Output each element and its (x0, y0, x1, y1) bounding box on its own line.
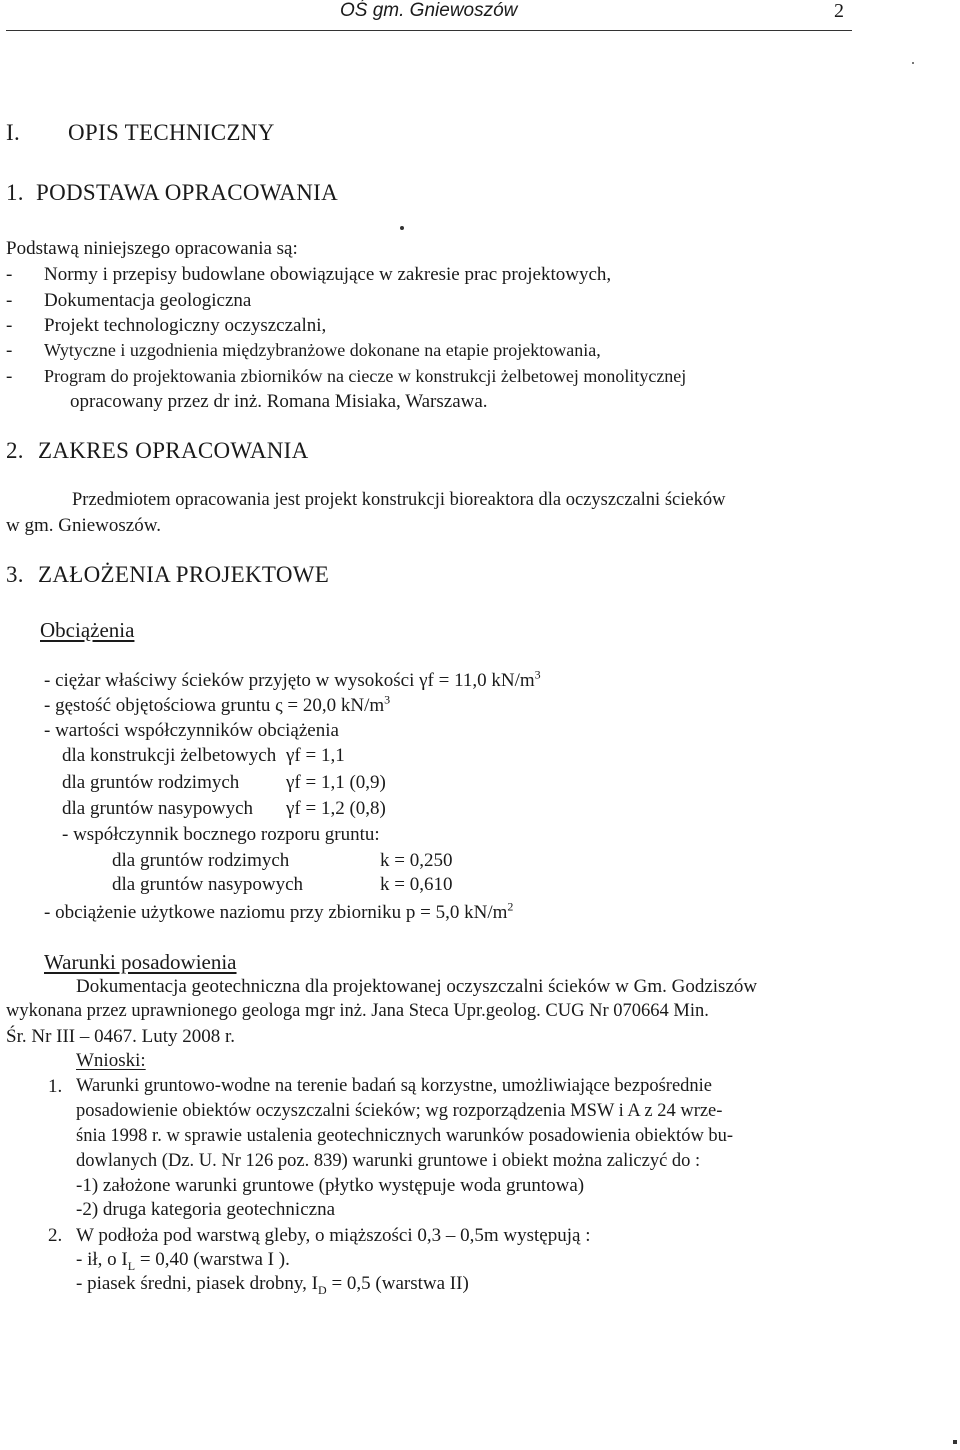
conclusion-line: W podłoża pod warstwą gleby, o miąższości 0,3 – 0,5m występują : (76, 1225, 591, 1246)
section-i-title: OPIS TECHNICZNY (68, 120, 275, 145)
pressure-coeff-label: dla gruntów rodzimych (112, 850, 290, 871)
subscript: D (318, 1282, 327, 1297)
conclusion-line: -1) założone warunki gruntowe (płytko występuje woda gruntowa) (76, 1175, 585, 1196)
conclusion-line: posadowienie obiektów oczyszczalni ścieków; wg rozporządzenia MSW i A z 24 wrze- (76, 1101, 723, 1121)
load-factor-label: dla konstrukcji żelbetowych (62, 745, 277, 766)
pressure-coeff-value: k = 0,610 (380, 874, 453, 895)
load-factor-value: γf = 1,2 (0,8) (286, 798, 386, 819)
basis-list-item-continuation: opracowany przez dr inż. Romana Misiaka, Warszawa. (70, 391, 488, 412)
header-divider (6, 30, 852, 31)
basis-intro: Podstawą niniejszego opracowania są: (6, 238, 298, 259)
scope-text-line: Przedmiotem opracowania jest projekt konstrukcji bioreaktora dla oczyszczalni ścieków (72, 490, 726, 510)
pressure-coeff-value: k = 0,250 (380, 850, 453, 871)
scan-dot (400, 226, 404, 230)
basis-list-item: - Normy i przepisy budowlane obowiązujące w zakresie prac projektowych, (6, 264, 612, 285)
scan-speck (953, 1440, 957, 1444)
pressure-coeff-label: dla gruntów nasypowych (112, 874, 304, 895)
section-i-number: I. (6, 120, 21, 145)
load-line: - współczynnik bocznego rozporu gruntu: (62, 824, 380, 845)
conclusion-number: 2. (48, 1225, 63, 1246)
conclusion-line: dowlanych (Dz. U. Nr 126 poz. 839) warunki gruntowe i obiekt można zaliczyć do : (76, 1151, 701, 1171)
section-1-number: 1. (6, 180, 24, 205)
section-1-title: PODSTAWA OPRACOWANIA (36, 180, 338, 205)
section-3-title: ZAŁOŻENIA PROJEKTOWE (38, 562, 330, 587)
load-line: - wartości współczynników obciążenia (44, 720, 339, 741)
conclusion-line: Warunki gruntowo-wodne na terenie badań są korzystne, umożliwiające bezpośrednie (76, 1076, 713, 1096)
superscript: 3 (534, 667, 541, 682)
section-3-number: 3. (6, 562, 24, 587)
foundation-heading: Warunki posadowienia (44, 950, 237, 974)
scope-text-line: w gm. Gniewoszów. (6, 515, 161, 536)
conclusion-line: śnia 1998 r. w sprawie ustalenia geotechnicznych warunków posadowienia obiektów bu- (76, 1126, 734, 1146)
superscript: 3 (384, 692, 391, 707)
conclusion-line: -2) druga kategoria geotechniczna (76, 1199, 336, 1220)
section-2-number: 2. (6, 438, 24, 463)
load-line: - ciężar właściwy ścieków przyjęto w wysokości γf = 11,0 $kN/m^3$ (44, 667, 541, 691)
basis-list-item: - Dokumentacja geologiczna (6, 290, 252, 311)
conclusion-line: - ił, o $I_L = 0,40$ (warstwa I ). (76, 1249, 290, 1273)
foundation-text-line: Śr. Nr III – 0467. Luty 2008 r. (6, 1026, 236, 1047)
basis-list-item: - Wytyczne i uzgodnienia międzybranżowe dokonane na etapie projektowania, (6, 340, 601, 361)
section-2-title: ZAKRES OPRACOWANIA (38, 438, 309, 463)
conclusion-number: 1. (48, 1076, 63, 1097)
basis-list-item: - Projekt technologiczny oczyszczalni, (6, 315, 327, 336)
foundation-text-line: Dokumentacja geotechniczna dla projektowanej oczyszczalni ścieków w Gm. Godziszów (76, 976, 758, 997)
running-header-title: OŚ gm. Gniewoszów (340, 0, 518, 21)
page-number: 2 (834, 0, 844, 22)
basis-list-item: - Program do projektowania zbiorników na ciecze w konstrukcji żelbetowej monolitycznej (6, 366, 687, 387)
load-line: - gęstość objętościowa gruntu ς = 20,0 $kN/m^3$ (44, 692, 391, 716)
load-factor-value: γf = 1,1 (0,9) (286, 772, 386, 793)
subscript: L (127, 1258, 136, 1273)
load-factor-value: γf = 1,1 (286, 745, 345, 766)
load-line: - obciążenie użytkowe naziomu przy zbiorniku p = 5,0 $kN/m^2$ (44, 899, 514, 923)
conclusions-heading: Wnioski: (76, 1050, 146, 1071)
conclusion-line: - piasek średni, piasek drobny, $I_D = 0,5$ (warstwa II) (76, 1273, 469, 1297)
superscript: 2 (507, 899, 514, 914)
load-factor-label: dla gruntów rodzimych (62, 772, 240, 793)
foundation-text-line: wykonana przez uprawnionego geologa mgr inż. Jana Steca Upr.geolog. CUG Nr 070664 Min. (6, 1001, 709, 1021)
load-factor-label: dla gruntów nasypowych (62, 798, 254, 819)
loads-heading: Obciążenia (40, 618, 135, 642)
scan-speck (912, 62, 914, 64)
